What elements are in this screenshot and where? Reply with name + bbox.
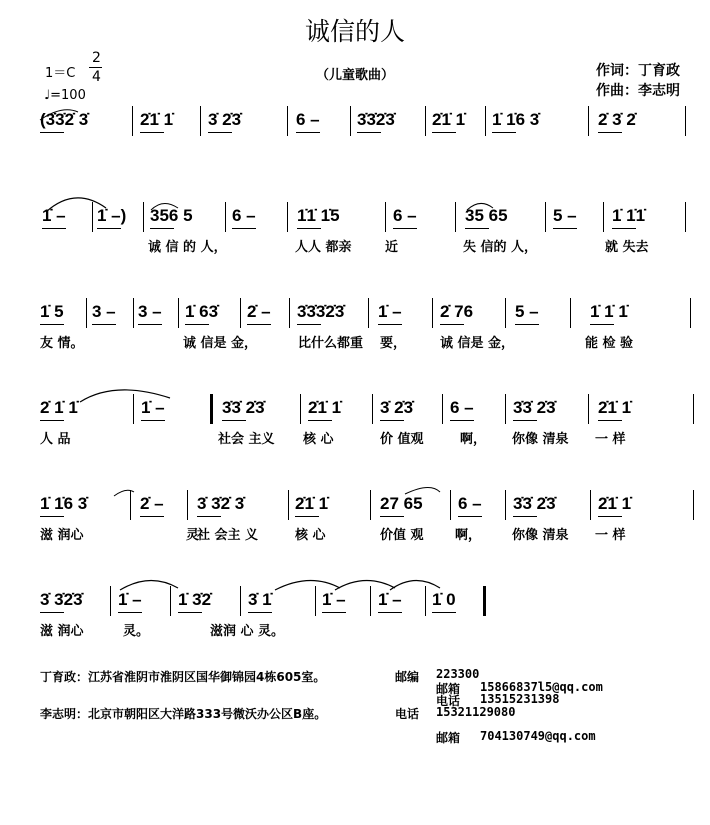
lyric-segment: 啊， [455,528,482,543]
slur [405,487,440,494]
measure-notes: 3 – [92,302,116,321]
lyric-segment: 滋 润心 [40,624,84,639]
measure-notes: 1̇ 1̇6 3̇ [40,494,88,513]
footer-phone-2: 15321129080 [436,705,516,719]
footer-phone-1: 13515231398 [480,692,560,706]
measure-notes: 2̇ 3̇ 2̇ [598,110,636,129]
measure-notes: 3 – [138,302,162,321]
footer-phone-label-2: 电话 [395,707,420,721]
measure-notes: 1̇ 5 [40,302,64,321]
slur [80,390,170,402]
lyric-segment: 滋润 心 灵。 [210,624,285,639]
lyric-segment: 失 信的 人， [463,240,538,255]
measure-notes: 356 5 [150,206,193,225]
measure-notes: 1̇ – [322,590,346,609]
measure-notes: 35 65 [465,206,508,225]
lyric-segment: 你像 清泉 [512,528,569,543]
footer-email-label-2: 邮箱 [436,731,461,745]
measure-notes: 2̇1̇ 1̇ [598,494,632,513]
measure-notes: 1̇ – [141,398,165,417]
lyric-segment: 近 [385,240,399,255]
slur [275,580,340,590]
footer-postcode-label: 邮编 [395,670,420,684]
measure-notes: 1̇ – [378,590,402,609]
measure-notes: 2̇1̇ 1̇ [308,398,342,417]
lyricist-credit: 作词：丁育政 [596,63,680,79]
measure-notes: 3̇3̇2̇3̇ [357,110,395,129]
lyric-segment: 灵。 [123,624,150,639]
measure-notes: 3̇ 3̇2̇ 3̇ [197,494,245,513]
measure-notes: 1̇ 1̇6 3̇ [492,110,540,129]
measure-notes: 6 – [393,206,417,225]
lyric-segment: 诚 信 的 人， [148,240,227,255]
slur [46,198,106,212]
measure-notes: 6 – [296,110,320,129]
footer-email-label-1: 邮箱 [436,682,461,696]
lyric-segment: 比什么都重 [298,336,364,351]
footer-lyricist-address: 丁育政：江苏省淮阴市淮阴区国华御锦园4栋605室。 [40,670,326,684]
measure-notes: 3̇3̇ 2̇3̇ [513,398,556,417]
footer-phone-label-1: 电话 [436,694,461,708]
measure-notes: 5 – [515,302,539,321]
measure-notes: 1̇ 3̇2̇ [178,590,212,609]
lyric-segment: 诚 信是 金， [440,336,515,351]
footer-composer-address: 李志明：北京市朝阳区大洋路333号微沃办公区B座。 [40,707,327,721]
footer-email-2[interactable]: 704130749@qq.com [480,729,596,743]
measure-notes: 1̇ – [42,206,66,225]
lyric-segment: 价值 观 [380,528,424,543]
measure-notes: 3̇3̇3̇2̇3̇ [297,302,345,321]
measure-notes: 6 – [232,206,256,225]
measure-notes: 27 65 [380,494,423,513]
measure-notes: 3̇ 3̇2̇3̇ [40,590,83,609]
measure-notes: 1̇ – [118,590,142,609]
slur [40,110,78,120]
measure-notes: 1̇ – [378,302,402,321]
song-title: 诚信的人 [304,17,405,46]
measure-notes: 1̇ 0 [432,590,456,609]
genre-label: （儿童歌曲） [316,68,395,83]
lyric-segment: 能 检 验 [585,336,634,351]
lyric-segment: 你像 清泉 [512,432,569,447]
measure-notes: 3̇3̇ 2̇3̇ [513,494,556,513]
slur [114,490,134,496]
measure-notes: (3̇3̇2̇ 3̇ [40,110,89,129]
footer-email-1[interactable]: 15866837l5@qq.com [480,680,603,694]
time-signature-bottom: 4 [92,69,101,85]
lyric-segment: 就 失去 [605,240,649,255]
lyric-segment: 一 样 [595,528,626,543]
measure-notes: 2̇ 1̇ 1̇ [40,398,78,417]
measure-notes: 6 – [458,494,482,513]
measure-notes: 1̇ 1̇1̇ [612,206,646,225]
measure-notes: 1̇ 1̇ 1̇ [590,302,628,321]
lyric-segment: 核 心 [295,528,326,543]
lyric-segment: 人 品 [40,432,71,447]
measure-notes: 3̇ 1̇ [248,590,272,609]
lyric-segment: 啊， [460,432,487,447]
measure-notes: 6 – [450,398,474,417]
tempo-value: =100 [50,88,86,103]
measure-notes: 2̇ – [247,302,271,321]
measure-notes: 3̇ 2̇3̇ [380,398,414,417]
lyric-segment: 人人 都亲 [295,240,352,255]
measure-notes: 5 – [553,206,577,225]
measure-notes: 2̇ – [140,494,164,513]
measure-notes: 2̇1̇ 1̇ [295,494,329,513]
lyric-segment: 滋 润心 [40,528,84,543]
measure-notes: 2̇1̇ 1̇ [432,110,466,129]
measure-notes: 3̇3̇ 2̇3̇ [222,398,265,417]
slur [467,203,493,210]
lyric-segment: 诚 信是 金， [183,336,258,351]
lyric-segment: 社会 主义 [218,432,275,447]
lyric-segment: 价 值观 [380,432,424,447]
slur [335,580,395,590]
measure-notes: 2̇ 76 [440,302,474,321]
lyric-segment: 友 情。 [40,336,84,351]
key-signature: 1＝C [45,66,76,81]
composer-credit: 作曲：李志明 [596,83,680,99]
measure-notes: 2̇1̇ 1̇ [598,398,632,417]
lyric-segment: 灵 [186,528,200,543]
measure-notes: 1̇ –) [97,206,127,225]
time-signature-top: 2 [92,50,101,66]
slur [151,203,178,210]
lyric-segment: 要， [380,336,407,351]
measure-notes: 3̇ 2̇3̇ [208,110,242,129]
slur [120,580,178,590]
lyric-segment: 核 心 [303,432,334,447]
slur [390,580,440,590]
lyric-segment: 社 会主 义 [197,528,259,543]
lyric-segment: 一 样 [595,432,626,447]
measure-notes: 1̇ 63̇ [185,302,219,321]
quarter-note-icon: ♩ [44,88,51,103]
footer-postcode: 223300 [436,667,480,681]
measure-notes: 2̇1̇ 1̇ [140,110,174,129]
measure-notes: 1̇1̇ 1̇5 [297,206,340,225]
